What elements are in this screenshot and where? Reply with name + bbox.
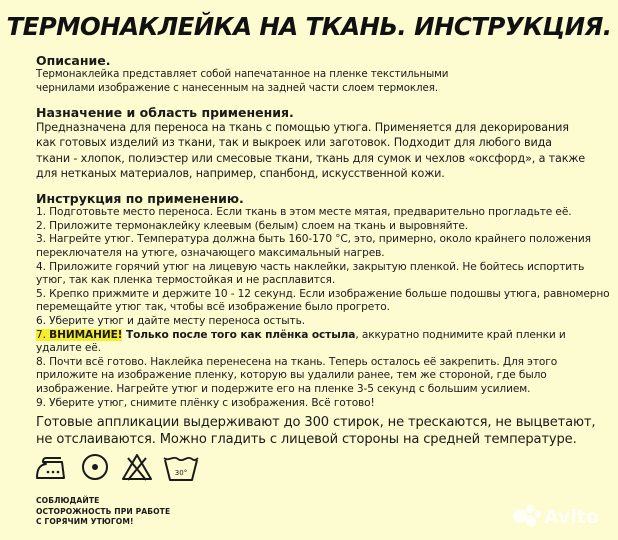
- caution-note: [36, 496, 170, 528]
- purpose-section: [36, 105, 614, 181]
- content-body: [36, 53, 614, 448]
- warning-label: ВНИМАНИЕ!: [49, 328, 123, 341]
- step-line: 8. Почти всё готово. Наклейка перенесена на ткань. Теперь осталось её закрепить. Для этого: [36, 355, 558, 368]
- caution-line: С ГОРЯЧИМ УТЮГОМ!: [36, 517, 134, 526]
- description-line: чернилами изображение с нанесенным на задней части слоем термоклея.: [36, 81, 439, 94]
- description-section: [36, 53, 614, 95]
- final-note-line: Готовые аппликации выдерживают до 300 стирок, не трескаются, не выцветают,: [36, 415, 596, 431]
- step-line: 3. Нагрейте утюг. Температура должна быть 160-170 °С, это, примерно, около крайнего положения: [36, 233, 591, 246]
- instruction-steps: [36, 206, 614, 410]
- caution-line: СОБЛЮДАЙТЕ: [36, 496, 100, 505]
- avito-logo-icon: [510, 500, 610, 532]
- purpose-line: ткани - хлопок, полиэстер или смесовые ткани, ткань для сумок и чехлов «оксфорд», а также: [36, 151, 586, 165]
- purpose-line: Предназначена для переноса на ткань с помощью утюга. Применяется для декорирования: [36, 121, 569, 134]
- step-7-bold: Только после того как плёнка остыла: [122, 328, 356, 341]
- wash-30-icon: [162, 454, 200, 484]
- description-heading: Описание.: [36, 53, 111, 68]
- final-note-line: не отслаиваются. Можно гладить с лицевой стороны на средней температуре.: [36, 432, 577, 448]
- step-line: приложите на изображение пленку, которую вы удалили ранее, тем же стороной, где было: [36, 369, 547, 382]
- step-line: утюг, так как пленка термостойкая и не расплавится.: [36, 274, 336, 287]
- step-line: 9. Уберите утюг, снимите плёнку с изображения. Всё готово!: [36, 396, 375, 409]
- purpose-line: для нетканых материалов, например, спанбонд, искусственной кожи.: [36, 166, 445, 180]
- step-line: 1. Подготовьте место переноса. Если ткань в этом месте мятая, предварительно прогладьте её.: [36, 206, 572, 219]
- instructions-heading: Инструкция по применению.: [36, 191, 244, 207]
- final-note: [36, 414, 614, 448]
- step-line: изображение. Нагрейте утюг и подержите его на пленке 3-5 секунд с большим усилием.: [36, 382, 531, 395]
- tumble-dry-icon: [80, 452, 110, 482]
- step-line: 4. Приложите горячий утюг на лицевую часть наклейки, закрытую пленкой. Не бойтесь испортить: [36, 260, 585, 273]
- caution-line: ОСТОРОЖНОСТЬ ПРИ РАБОТЕ: [36, 506, 171, 516]
- wash-temp-label: 30°: [174, 469, 188, 477]
- avito-watermark: [510, 500, 610, 532]
- step-7-rest: , аккуратно поднимите край пленки и: [355, 328, 566, 341]
- step-7-highlight: [36, 329, 122, 341]
- step-line: удалите её.: [36, 342, 101, 355]
- step-line: 2. Приложите термонаклейку клеевым (белым) слоем на ткань и выровняйте.: [36, 219, 469, 232]
- step-line: переключателя на утюге, означающего максимальный нагрев.: [36, 246, 385, 259]
- step-7-line: [36, 329, 614, 343]
- step-line: 6. Уберите утюг и дайте месту переноса остыть.: [36, 314, 305, 327]
- page-title: ТЕРМОНАКЛЕЙКА НА ТКАНЬ. ИНСТРУКЦИЯ.: [6, 12, 612, 41]
- step-line: 5. Крепко прижмите и держите 10 - 12 секунд. Если изображение больше подошвы утюга, равномерно: [36, 287, 610, 300]
- step-line: перемещайте утюг так, чтобы всё изображение было прогрето.: [36, 301, 390, 314]
- purpose-heading: Назначение и область применения.: [36, 105, 294, 120]
- purpose-line: как готовых изделий из ткани, так и выкроек или заготовок. Подходит для любого вида: [36, 136, 552, 150]
- description-line: Термонаклейка представляет собой напечатанное на пленке текстильными: [36, 68, 449, 80]
- no-bleach-icon: [120, 452, 154, 482]
- step-7-number: 7.: [36, 328, 50, 341]
- iron-icon: [34, 456, 68, 482]
- instructions-section: [36, 191, 614, 410]
- watermark-text: Avito: [544, 506, 600, 528]
